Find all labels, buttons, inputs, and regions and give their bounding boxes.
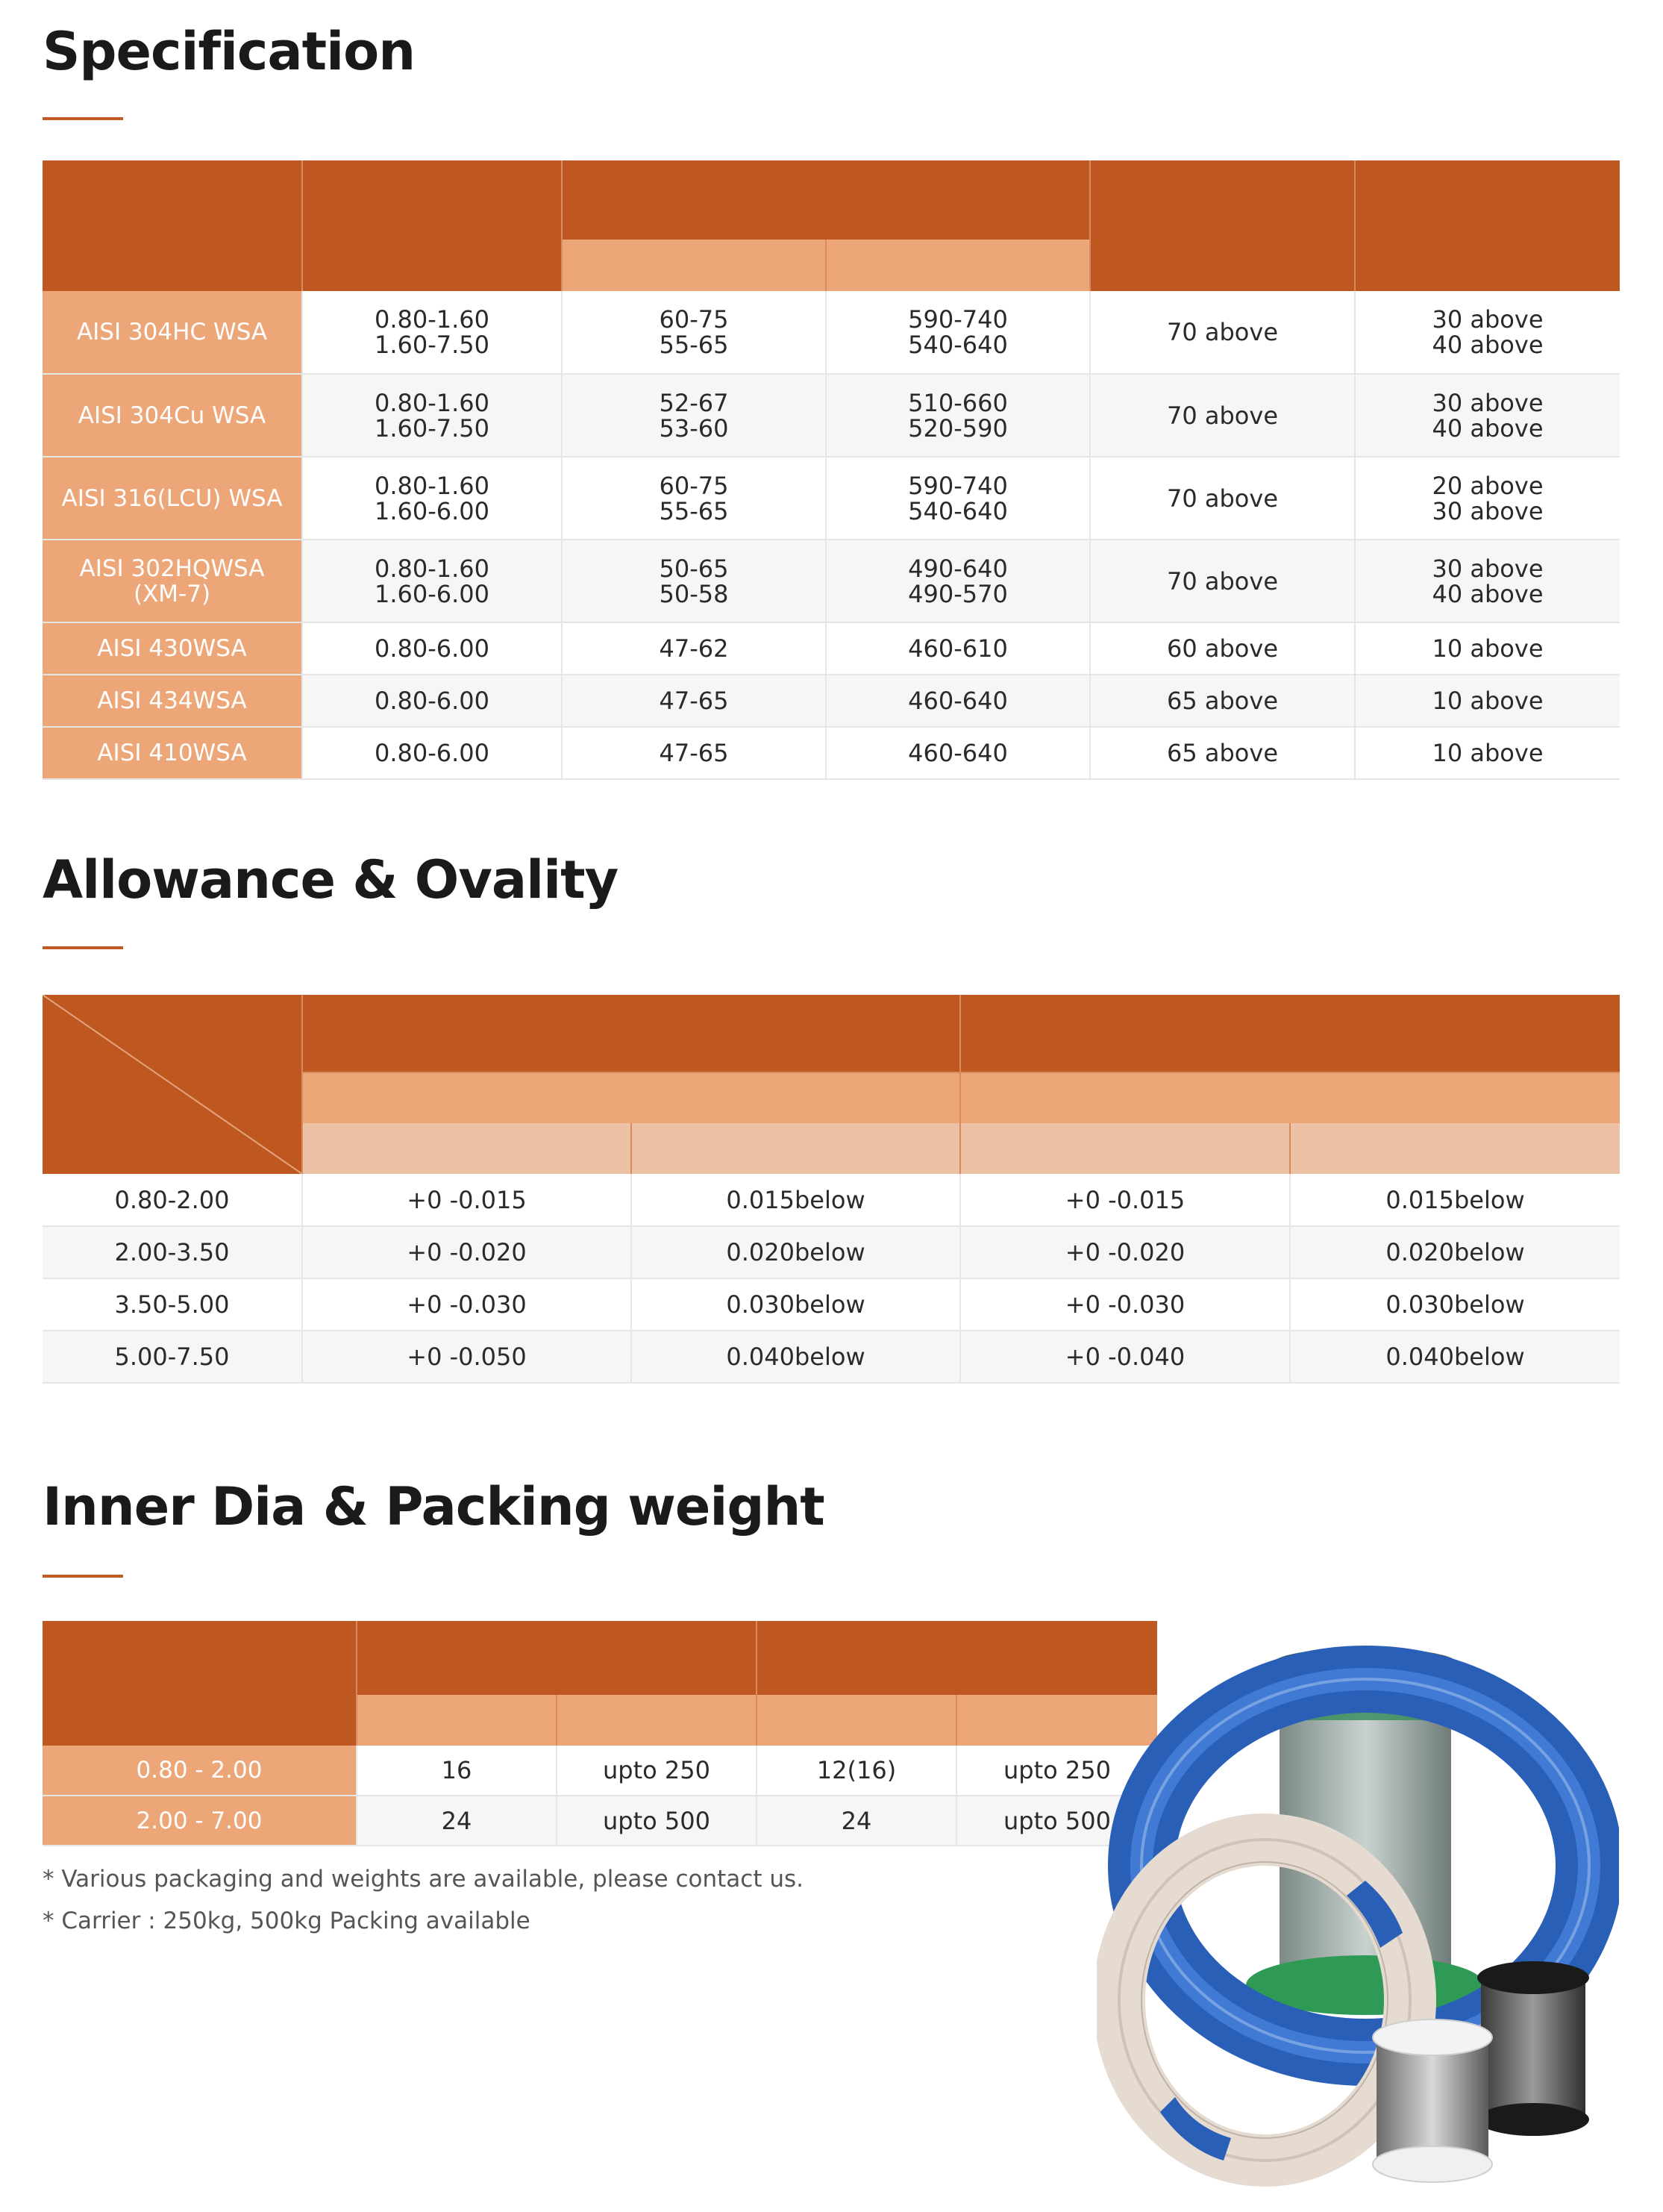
header-rl [1090, 160, 1355, 291]
spec-grade-cell: AISI 302HQWSA (XM-7) [43, 540, 302, 622]
salt-allowance-cell: +0 -0.020 [960, 1226, 1290, 1278]
header-dia [302, 160, 562, 291]
spec-ts-n-cell: 490-640 490-570 [826, 540, 1090, 622]
bright-allowance-cell: +0 -0.050 [302, 1331, 631, 1383]
wsb-coil-id-cell: 12(16) [757, 1746, 956, 1796]
bright-ovality-cell: 0.015below [631, 1174, 960, 1226]
allowance-dia-cell: 5.00-7.50 [43, 1331, 302, 1383]
header-ovality-bright [631, 1123, 960, 1174]
salt-ovality-cell: 0.030below [1290, 1278, 1620, 1331]
spec-rl-cell: 70 above [1090, 540, 1355, 622]
spec-el-cell: 10 above [1355, 727, 1620, 779]
packing-note-2: * Carrier : 250kg, 500kg Packing available [43, 1908, 530, 1934]
salt-ovality-cell: 0.015below [1290, 1174, 1620, 1226]
spec-rl-cell: 65 above [1090, 727, 1355, 779]
header-bright [302, 995, 960, 1072]
bright-ovality-cell: 0.040below [631, 1331, 960, 1383]
header-ts [562, 160, 1090, 240]
spec-ts-n-cell: 590-740 540-640 [826, 457, 1090, 540]
allowance-row [43, 1174, 1620, 1226]
spec-grade-cell: AISI 304Cu WSA [43, 374, 302, 457]
packing-dia-cell: 2.00 - 7.00 [43, 1796, 357, 1846]
spec-ts-kgf-cell: 60-75 55-65 [562, 291, 826, 374]
packing-title-underline [43, 1575, 123, 1578]
spec-grade-cell: AISI 304HC WSA [43, 291, 302, 374]
allowance-table [43, 995, 1620, 1384]
spec-grade-cell: AISI 410WSA [43, 727, 302, 779]
header-allowance-salt [960, 1123, 1290, 1174]
spec-dia-cell: 0.80-1.60 1.60-7.50 [302, 374, 562, 457]
spec-ts-kgf-cell: 50-65 50-58 [562, 540, 826, 622]
spec-row [43, 291, 1620, 374]
specification-rows [43, 291, 1620, 779]
packing-note-1: * Various packaging and weights are available, please contact us. [43, 1866, 804, 1893]
spec-ts-kgf-cell: 47-62 [562, 622, 826, 675]
spec-rl-cell: 70 above [1090, 457, 1355, 540]
spec-ts-kgf-cell: 52-67 53-60 [562, 374, 826, 457]
wsb-coil-wt-cell: upto 250 [956, 1746, 1157, 1796]
allowance-row [43, 1278, 1620, 1331]
bright-allowance-cell: +0 -0.030 [302, 1278, 631, 1331]
spec-ts-n-cell: 510-660 520-590 [826, 374, 1090, 457]
spec-ts-n-cell: 460-640 [826, 727, 1090, 779]
header-el [1355, 160, 1620, 291]
spec-dia-cell: 0.80-1.60 1.60-7.50 [302, 291, 562, 374]
drum-spool-label: FVK STAINLESS STEEL WIRE [1292, 1694, 1438, 1706]
spec-dia-cell: 0.80-6.00 [302, 727, 562, 779]
spec-rl-cell: 70 above [1090, 291, 1355, 374]
spec-el-cell: 10 above [1355, 675, 1620, 727]
allowance-title-underline [43, 946, 123, 949]
spec-row [43, 622, 1620, 675]
wsb-coil-id-cell: 24 [757, 1796, 956, 1846]
allowance-row [43, 1226, 1620, 1278]
spec-el-cell: 30 above 40 above [1355, 540, 1620, 622]
diagonal-divider [43, 995, 302, 1174]
packing-title: Inner Dia & Packing weight [43, 1476, 824, 1537]
allowance-rows [43, 1174, 1620, 1383]
allowance-title: Allowance & Ovality [43, 849, 618, 910]
spec-dia-cell: 0.80-1.60 1.60-6.00 [302, 457, 562, 540]
spec-row [43, 457, 1620, 540]
salt-ovality-cell: 0.040below [1290, 1331, 1620, 1383]
allowance-dia-cell: 2.00-3.50 [43, 1226, 302, 1278]
header-wsa-coil-id [357, 1695, 557, 1746]
salt-allowance-cell: +0 -0.015 [960, 1174, 1290, 1226]
allowance-row [43, 1331, 1620, 1383]
header-type-dia-diagonal [43, 995, 302, 1174]
header-ts-kgf [562, 240, 826, 291]
spec-ts-kgf-cell: 47-65 [562, 675, 826, 727]
spec-el-cell: 20 above 30 above [1355, 457, 1620, 540]
packing-row [43, 1796, 1157, 1846]
spec-row [43, 540, 1620, 622]
header-allowance-bright [302, 1123, 631, 1174]
spec-grade-cell: AISI 434WSA [43, 675, 302, 727]
spec-dia-cell: 0.80-6.00 [302, 622, 562, 675]
wsa-coil-wt-cell: upto 250 [557, 1746, 757, 1796]
spec-dia-cell: 0.80-1.60 1.60-6.00 [302, 540, 562, 622]
wsb-coil-wt-cell: upto 500 [956, 1796, 1157, 1846]
spec-dia-cell: 0.80-6.00 [302, 675, 562, 727]
bright-ovality-cell: 0.020below [631, 1226, 960, 1278]
spec-ts-n-cell: 590-740 540-640 [826, 291, 1090, 374]
header-wsa [357, 1621, 757, 1695]
wsa-coil-id-cell: 24 [357, 1796, 557, 1846]
specification-table [43, 160, 1620, 780]
spec-el-cell: 30 above 40 above [1355, 374, 1620, 457]
spec-ts-n-cell: 460-640 [826, 675, 1090, 727]
spec-rl-cell: 60 above [1090, 622, 1355, 675]
spec-ts-kgf-cell: 47-65 [562, 727, 826, 779]
packing-row [43, 1746, 1157, 1796]
header-wsa-coil-wt [557, 1695, 757, 1746]
allowance-dia-cell: 0.80-2.00 [43, 1174, 302, 1226]
spec-grade-cell: AISI 316(LCU) WSA [43, 457, 302, 540]
spec-row [43, 727, 1620, 779]
specification-title-underline [43, 117, 123, 120]
allowance-dia-cell: 3.50-5.00 [43, 1278, 302, 1331]
bright-allowance-cell: +0 -0.015 [302, 1174, 631, 1226]
header-ovality-salt [1290, 1123, 1620, 1174]
spec-grade-cell: AISI 430WSA [43, 622, 302, 675]
header-ts-n [826, 240, 1090, 291]
packing-dia-cell: 0.80 - 2.00 [43, 1746, 357, 1796]
header-wsb-coil-id [757, 1695, 956, 1746]
salt-ovality-cell: 0.020below [1290, 1226, 1620, 1278]
spec-el-cell: 10 above [1355, 622, 1620, 675]
spec-row [43, 675, 1620, 727]
header-special-salt-coating [960, 995, 1620, 1072]
spec-ts-kgf-cell: 60-75 55-65 [562, 457, 826, 540]
header-dia [43, 1621, 357, 1746]
packing-rows [43, 1746, 1157, 1846]
bright-allowance-cell: +0 -0.020 [302, 1226, 631, 1278]
bright-ovality-cell: 0.030below [631, 1278, 960, 1331]
salt-allowance-cell: +0 -0.040 [960, 1331, 1290, 1383]
header-wsa-wsb-bright [302, 1072, 960, 1123]
wsa-coil-wt-cell: upto 500 [557, 1796, 757, 1846]
specification-title: Specification [43, 21, 416, 82]
spec-rl-cell: 70 above [1090, 374, 1355, 457]
spec-el-cell: 30 above 40 above [1355, 291, 1620, 374]
header-wsa-wsb-salt [960, 1072, 1620, 1123]
spec-row [43, 374, 1620, 457]
spec-ts-n-cell: 460-610 [826, 622, 1090, 675]
wsa-coil-id-cell: 16 [357, 1746, 557, 1796]
spec-rl-cell: 65 above [1090, 675, 1355, 727]
packing-table [43, 1621, 1157, 1846]
salt-allowance-cell: +0 -0.030 [960, 1278, 1290, 1331]
header-grade-type [43, 160, 302, 291]
wire-coil-product-photo [1097, 1634, 1619, 2187]
